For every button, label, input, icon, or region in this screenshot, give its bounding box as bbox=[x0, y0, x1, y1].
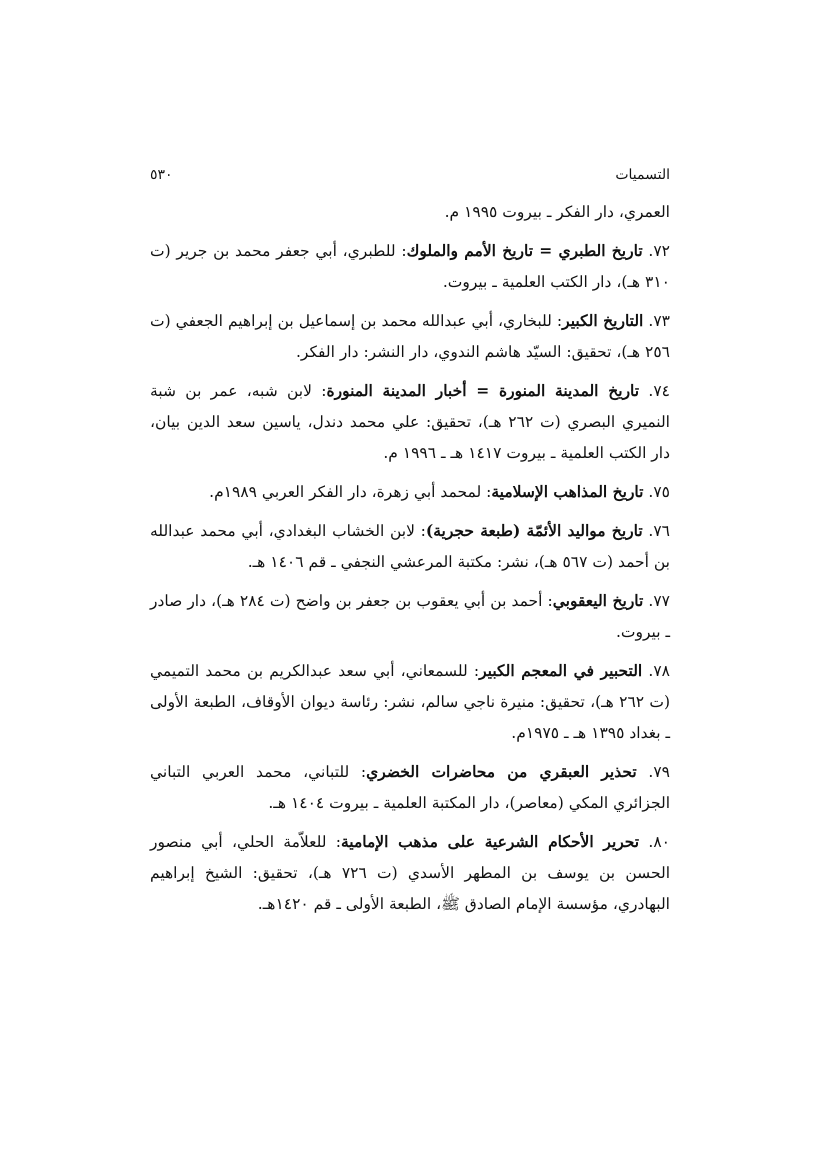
entry-details: : أحمد بن أبي يعقوب بن جعفر بن واضح (ت ٢٨٤ هـ)، دار صادر ـ بيروت. bbox=[150, 592, 670, 641]
entry-title: تاريخ اليعقوبي bbox=[552, 591, 644, 610]
entry-number: ٧٨. bbox=[648, 662, 671, 680]
entry-number: ٨٠. bbox=[648, 833, 670, 851]
continuation-line: العمري، دار الفكر ـ بيروت ١٩٩٥ م. bbox=[444, 203, 670, 221]
bibliography-entry-78 bbox=[150, 655, 670, 749]
bibliography-entry-77 bbox=[150, 585, 670, 648]
entry-details: : للبخاري، أبي عبدالله محمد بن إسماعيل بن إبراهيم الجعفي (ت ٢٥٦ هـ)، تحقيق: السيّد هاشم الندوي، دار النشر: دار الفكر. bbox=[150, 312, 670, 361]
bibliography-entry-73 bbox=[150, 305, 670, 368]
bibliography-list bbox=[150, 197, 670, 927]
entry-details: : لابن شبه، عمر بن شبة النميري البصري (ت ٢٦٢ هـ)، تحقيق: علي محمد دندل، ياسين سعد الدين بيان، دار الكتب العلمية ـ بيروت ١٤١٧ هـ ـ ١٩٩٦ م. bbox=[150, 382, 670, 462]
bibliography-entry-79 bbox=[150, 756, 670, 819]
bibliography-entry-76 bbox=[150, 515, 670, 578]
entry-title: تاريخ المدينة المنورة = أخبار المدينة المنورة bbox=[326, 381, 640, 400]
running-header bbox=[150, 163, 670, 187]
bibliography-entry-75 bbox=[150, 476, 670, 508]
entry-number: ٧٤. bbox=[648, 382, 670, 400]
entry-number: ٧٦. bbox=[648, 522, 670, 540]
entry-details: : للعلاّمة الحلي، أبي منصور الحسن بن يوسف بن المطهر الأسدي (ت ٧٢٦ هـ)، تحقيق: الشيخ إبراهيم البهادري، مؤسسة الإمام الصادق ﷺ، الطبعة الأولى ـ قم ١٤٢٠هـ. bbox=[150, 833, 670, 913]
running-title: التسميات bbox=[615, 167, 670, 183]
bibliography-entry-74 bbox=[150, 375, 670, 469]
entry-details: : لابن الخشاب البغدادي، أبي محمد عبدالله بن أحمد (ت ٥٦٧ هـ)، نشر: مكتبة المرعشي النجفي ـ قم ١٤٠٦ هـ. bbox=[150, 522, 670, 571]
page-number: ٥٣٠ bbox=[150, 167, 173, 183]
entry-number: ٧٧. bbox=[648, 592, 670, 610]
entry-number: ٧٩. bbox=[648, 763, 670, 781]
bibliography-entry-80 bbox=[150, 826, 670, 920]
entry-details: : للتباني، محمد العربي التباني الجزائري المكي (معاصر)، دار المكتبة العلمية ـ بيروت ١٤٠٤ هـ. bbox=[150, 763, 670, 812]
entry-details: : للطبري، أبي جعفر محمد بن جرير (ت ٣١٠ هـ)، دار الكتب العلمية ـ بيروت. bbox=[150, 242, 670, 291]
entry-title: التحبير في المعجم الكبير bbox=[479, 661, 643, 680]
entry-title: تاريخ مواليد الأئمّة (طبعة حجرية) bbox=[425, 521, 643, 540]
entry-details: : للسمعاني، أبي سعد عبدالكريم بن محمد التميمي (ت ٢٦٢ هـ)، تحقيق: منيرة ناجي سالم، نشر: رئاسة ديوان الأوقاف، الطبعة الأولى ـ بغداد ١٣٩٥ هـ ـ ١٩٧٥م. bbox=[150, 662, 671, 742]
entry-title: تحذير العبقري من محاضرات الخضري bbox=[366, 762, 637, 781]
entry-title: التاريخ الكبير bbox=[562, 311, 644, 330]
entry-number: ٧٢. bbox=[648, 242, 670, 260]
entry-number: ٧٣. bbox=[648, 312, 670, 330]
entry-details: : لمحمد أبي زهرة، دار الفكر العربي ١٩٨٩م. bbox=[209, 483, 492, 501]
entry-title: تاريخ الطبري = تاريخ الأمم والملوك bbox=[406, 241, 643, 260]
bibliography-entry-72 bbox=[150, 235, 670, 298]
entry-title: تاريخ المذاهب الإسلامية bbox=[491, 482, 644, 501]
entry-number: ٧٥. bbox=[648, 483, 670, 501]
entry-title: تحرير الأحكام الشرعية على مذهب الإمامية bbox=[340, 832, 640, 851]
